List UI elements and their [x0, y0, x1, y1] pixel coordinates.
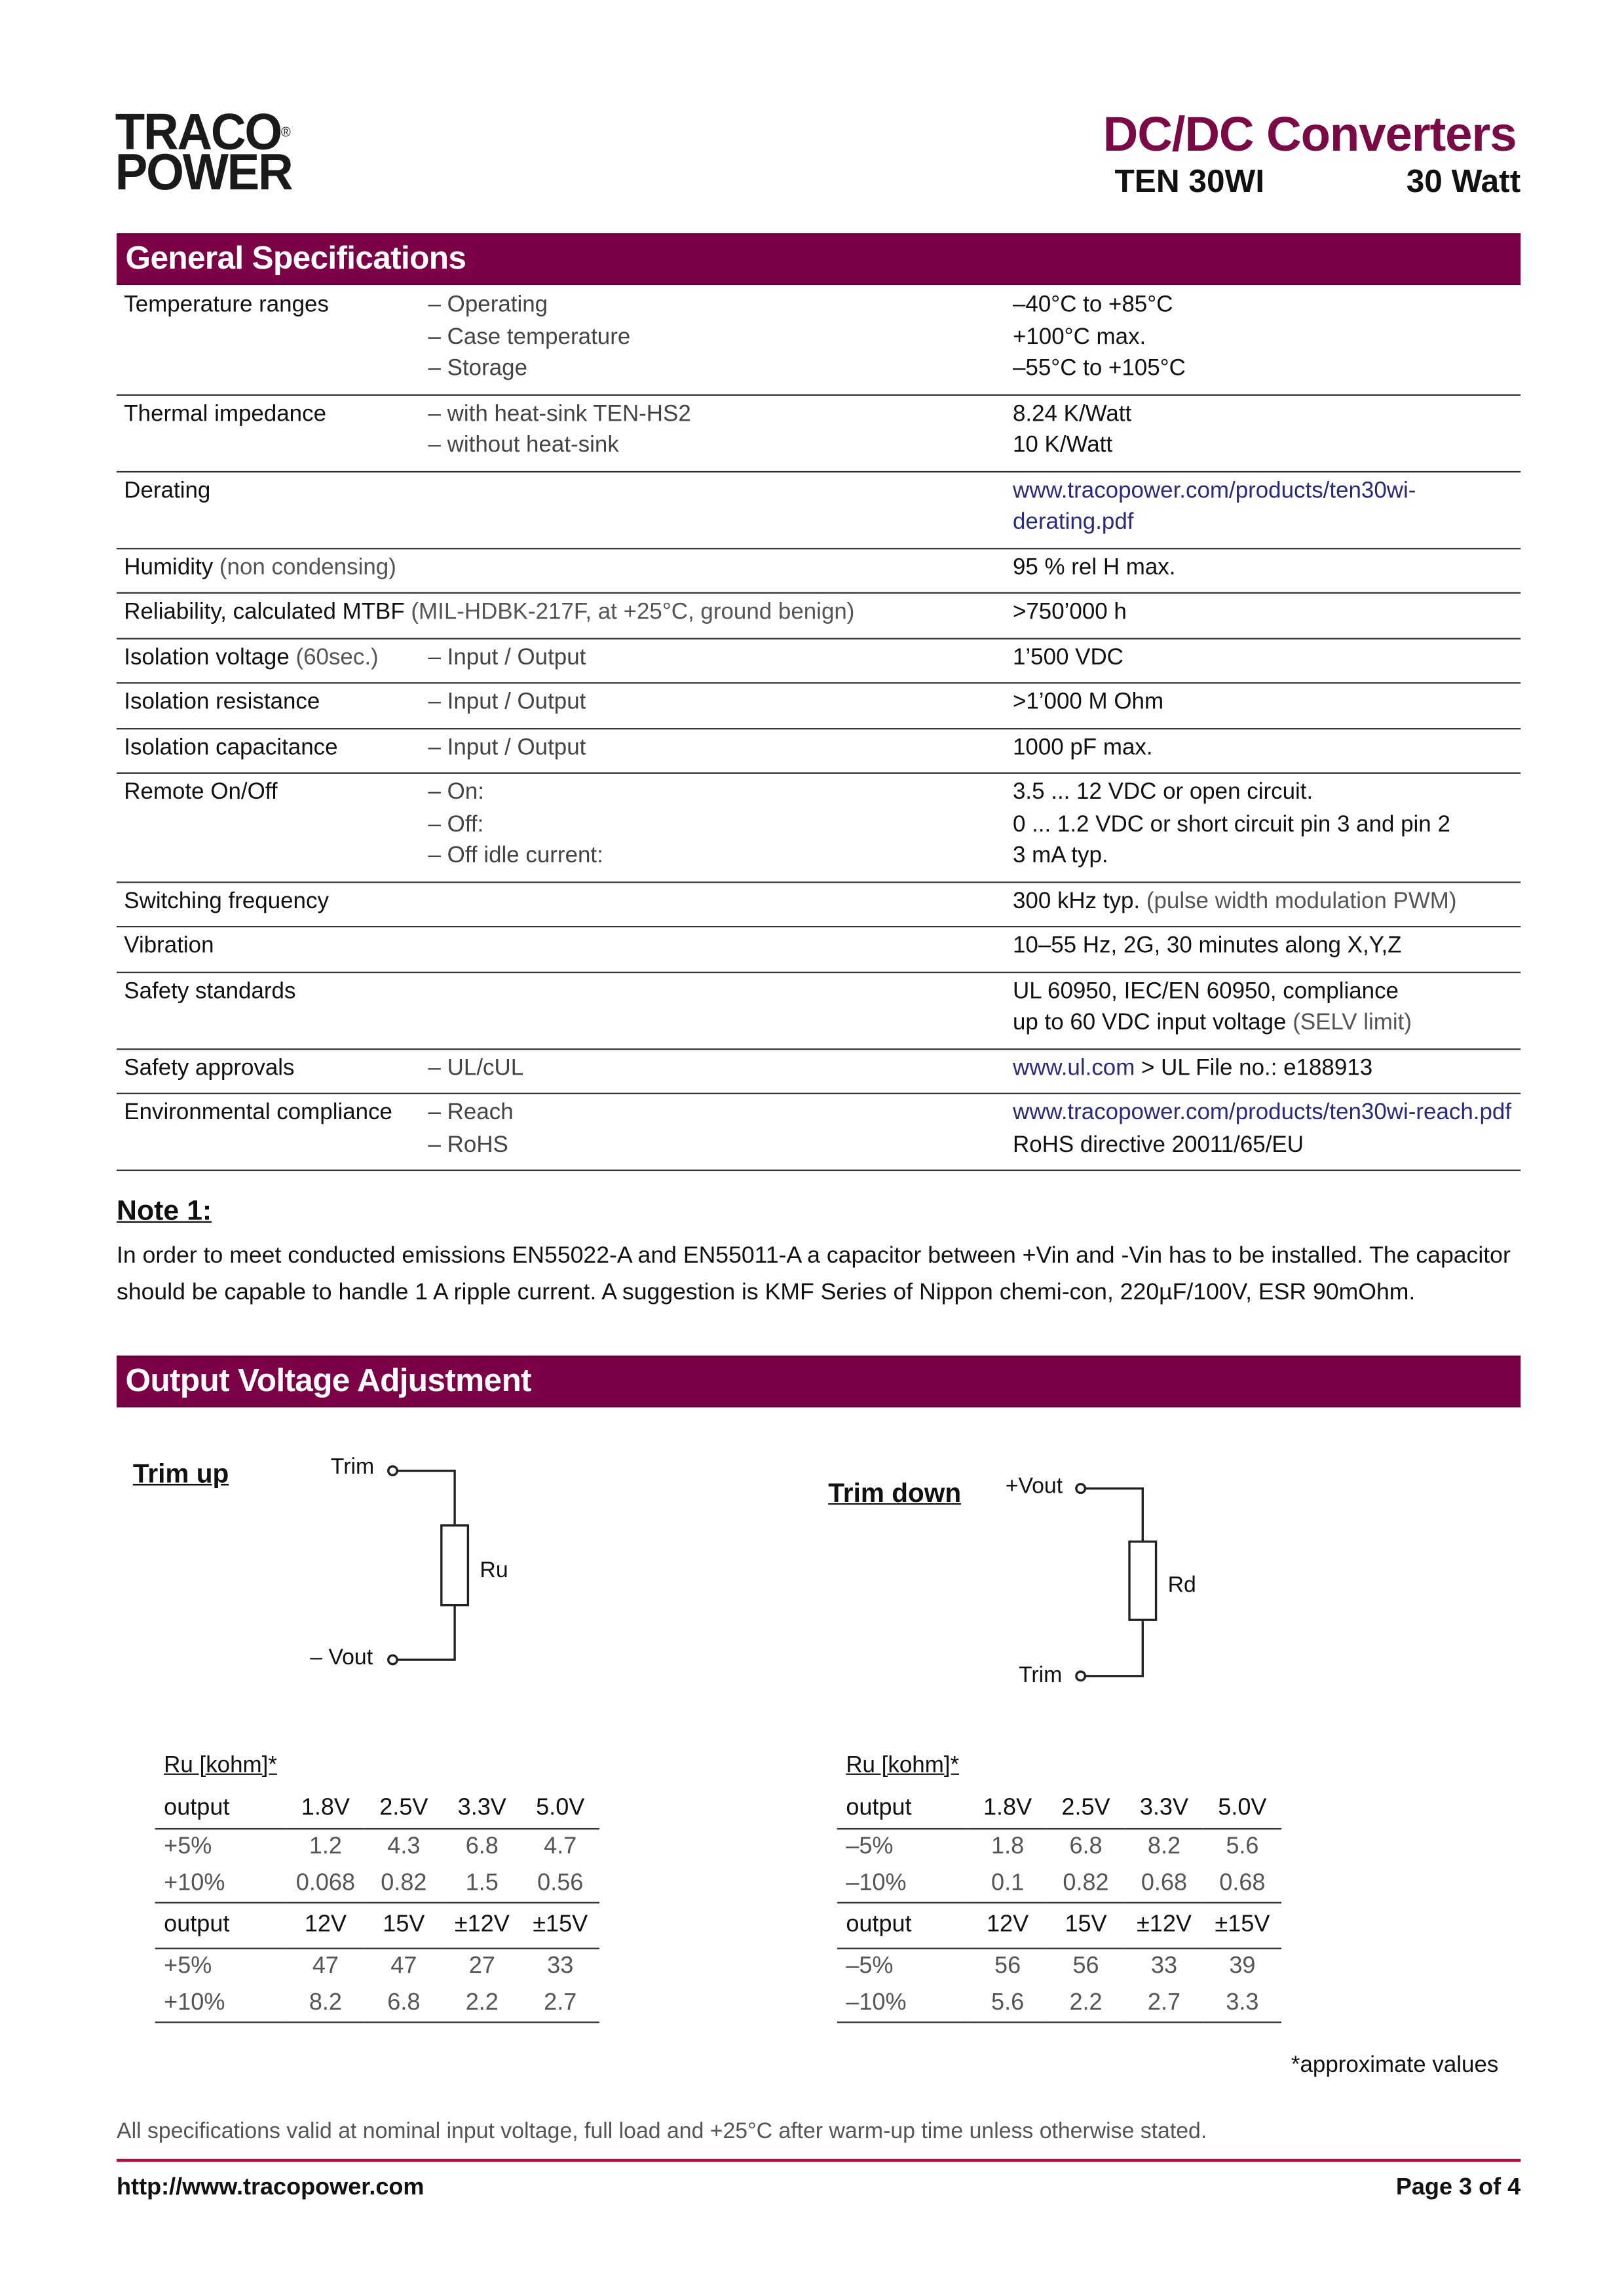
- spec-label-text: Vibration: [124, 933, 214, 959]
- spec-value: –40°C to +85°C: [1012, 292, 1173, 318]
- table-row: [155, 1949, 599, 1985]
- trim-pin-label: Trim: [1018, 1662, 1063, 1688]
- table-cell: 3.3: [1203, 1985, 1281, 2022]
- table-cell: 33: [547, 1954, 574, 1980]
- trim-pin-label: Trim: [330, 1454, 375, 1480]
- vout-terminal-icon: [1076, 1484, 1086, 1493]
- table-row: [837, 1829, 1281, 1866]
- column-header: 1.8V: [968, 1789, 1046, 1829]
- spec-value: > UL File no.: e188913: [1135, 1055, 1373, 1081]
- table-cell: 47: [312, 1954, 339, 1980]
- spec-label-text: Reliability, calculated MTBF: [124, 599, 405, 625]
- spec-label-text: Temperature ranges: [124, 292, 329, 318]
- column-header: 15V: [365, 1903, 443, 1949]
- column-header: 12V: [286, 1903, 364, 1949]
- column-header: output: [155, 1789, 287, 1829]
- spec-link[interactable]: www.tracopower.com/products/ten30wi-derating.pdf: [1012, 478, 1416, 535]
- resistor-table-caption: Ru [kohm]*: [164, 1753, 277, 1778]
- table-cell: 0.68: [1203, 1866, 1281, 1902]
- spec-value: UL 60950, IEC/EN 60950, compliance: [1012, 978, 1399, 1004]
- table-header-row: [837, 1789, 1281, 1829]
- column-header: output: [155, 1903, 287, 1949]
- table-cell: 0.56: [521, 1866, 599, 1902]
- table-cell: 47: [390, 1954, 417, 1980]
- resistor-values-table: [155, 1789, 599, 2023]
- spec-value: 3.5 ... 12 VDC or open circuit.: [1012, 779, 1313, 805]
- column-header: 5.0V: [1203, 1789, 1281, 1829]
- table-row: [837, 1949, 1281, 1985]
- column-header: 15V: [1047, 1903, 1125, 1949]
- spec-label-text: Isolation voltage: [124, 644, 290, 670]
- spec-value: 0 ... 1.2 VDC or short circuit pin 3 and pin 2: [1012, 811, 1450, 837]
- spec-value: >750’000 h: [1012, 599, 1127, 625]
- approximate-values-note: *approximate values: [1291, 2052, 1499, 2078]
- footer-divider: [117, 2159, 1520, 2162]
- validity-note: All specifications valid at nominal input voltage, full load and +25°C after warm-up time unless otherwise stated.: [117, 2118, 1207, 2145]
- spec-value: 8.24 K/Watt: [1012, 400, 1132, 427]
- table-cell: 0.82: [1047, 1866, 1125, 1902]
- power-rating: 30 Watt: [1406, 162, 1521, 200]
- spec-label-text: Safety approvals: [124, 1055, 295, 1081]
- spec-label-text: Isolation capacitance: [124, 735, 338, 760]
- table-cell: 0.1: [968, 1866, 1046, 1902]
- spec-value: RoHS directive 20011/65/EU: [1012, 1132, 1304, 1157]
- table-cell: 0.068: [286, 1866, 364, 1902]
- logo-line2: POWER: [115, 142, 292, 201]
- table-cell: 5.6: [968, 1985, 1046, 2022]
- section-title: General Specifications: [125, 239, 466, 277]
- spec-label-note: (non condensing): [213, 554, 396, 580]
- spec-value: 3 mA typ.: [1012, 843, 1108, 869]
- column-header: ±15V: [1203, 1903, 1281, 1949]
- table-row: [155, 1985, 599, 2022]
- spec-value: –55°C to +105°C: [1012, 356, 1186, 381]
- resistor-table-caption: Ru [kohm]*: [846, 1753, 960, 1778]
- spec-parameter: – Reach: [428, 1100, 514, 1126]
- table-cell: 6.8: [1069, 1834, 1103, 1860]
- spec-label-text: Derating: [124, 478, 211, 503]
- spec-parameter: – Input / Output: [428, 735, 586, 760]
- spec-parameter: – with heat-sink TEN-HS2: [428, 400, 691, 427]
- table-cell: 33: [1150, 1954, 1177, 1980]
- column-header: output: [837, 1789, 969, 1829]
- table-cell: 39: [1229, 1954, 1256, 1980]
- spec-label-text: Switching frequency: [124, 888, 329, 913]
- column-header: 3.3V: [1125, 1789, 1203, 1829]
- spec-label-text: Remote On/Off: [124, 779, 278, 805]
- spec-parameter: – Input / Output: [428, 689, 586, 715]
- table-cell: 0.82: [365, 1866, 443, 1902]
- table-cell: 2.7: [1125, 1985, 1203, 2022]
- table-cell: 56: [1072, 1954, 1099, 1980]
- spec-parameter: – RoHS: [428, 1132, 508, 1157]
- spec-label-note: (60sec.): [289, 644, 379, 670]
- spec-parameter: – Off:: [428, 811, 484, 837]
- table-header-row: [837, 1903, 1281, 1949]
- table-cell: +10%: [155, 1866, 287, 1902]
- table-cell: 56: [994, 1954, 1021, 1980]
- table-row: [155, 1829, 599, 1866]
- column-header: 1.8V: [286, 1789, 364, 1829]
- trim-terminal-icon: [388, 1466, 398, 1476]
- table-cell: 1.8: [991, 1834, 1025, 1860]
- table-cell: –5%: [846, 1834, 894, 1860]
- trim-up-label: Trim up: [132, 1459, 229, 1489]
- table-cell: 8.2: [286, 1985, 364, 2022]
- table-row: [837, 1866, 1281, 1902]
- table-cell: 5.6: [1226, 1834, 1259, 1860]
- table-cell: –5%: [846, 1954, 894, 1980]
- table-cell: +10%: [155, 1985, 287, 2022]
- table-cell: 4.3: [387, 1834, 421, 1860]
- spec-value: +100°C max.: [1012, 324, 1146, 349]
- trim-terminal-icon: [1076, 1672, 1086, 1681]
- note-text: In order to meet conducted emissions EN55022-A and EN55011-A a capacitor between +Vin and -Vin has to be installed. The capacitor should be capable to handle 1 A ripple current. A suggestion is KMF Series of Nippon chemi-con, 220µF/100V, ESR 90mOhm.: [117, 1243, 1511, 1306]
- table-cell: +5%: [164, 1954, 212, 1980]
- table-header-row: [155, 1903, 599, 1949]
- spec-parameter: – Case temperature: [428, 324, 631, 349]
- spec-parameter: – Operating: [428, 292, 548, 318]
- spec-label-note: (MIL-HDBK-217F, at +25°C, ground benign): [404, 599, 855, 625]
- resistor-ru-icon: [442, 1525, 468, 1605]
- spec-parameter: – Off idle current:: [428, 843, 603, 869]
- spec-label-text: Humidity: [124, 554, 214, 580]
- table-cell: –10%: [837, 1866, 969, 1902]
- column-header: 12V: [968, 1903, 1046, 1949]
- column-header: 2.5V: [1047, 1789, 1125, 1829]
- resistor-rd-label: Rd: [1167, 1573, 1196, 1598]
- table-cell: 8.2: [1147, 1834, 1181, 1860]
- spec-link[interactable]: www.ul.com: [1012, 1055, 1135, 1081]
- table-header-row: [155, 1789, 599, 1829]
- table-row: [837, 1985, 1281, 2022]
- table-cell: 4.7: [544, 1834, 577, 1860]
- spec-value: 95 % rel H max.: [1012, 554, 1176, 580]
- spec-value: >1’000 M Ohm: [1012, 689, 1164, 715]
- resistor-rd-icon: [1129, 1542, 1156, 1620]
- logo-line1: TRACO: [115, 102, 281, 160]
- trim-down-label: Trim down: [828, 1478, 962, 1508]
- spec-value: up to 60 VDC input voltage: [1012, 1010, 1293, 1035]
- table-cell: 1.5: [443, 1866, 521, 1902]
- minus-vout-pin-label: – Vout: [310, 1645, 373, 1670]
- model-name: TEN 30WI: [1114, 162, 1265, 200]
- column-header: 5.0V: [521, 1789, 599, 1829]
- table-cell: –10%: [837, 1985, 969, 2022]
- column-header: ±12V: [1125, 1903, 1203, 1949]
- spec-label-text: Thermal impedance: [124, 400, 327, 427]
- table-cell: 2.7: [521, 1985, 599, 2022]
- spec-label-text: Environmental compliance: [124, 1100, 392, 1126]
- spec-value: (SELV limit): [1293, 1010, 1412, 1035]
- spec-label-text: Isolation resistance: [124, 689, 320, 715]
- column-header: 2.5V: [365, 1789, 443, 1829]
- table-cell: 27: [468, 1954, 495, 1980]
- table-cell: 2.2: [443, 1985, 521, 2022]
- table-row: [155, 1866, 599, 1902]
- table-cell: +5%: [164, 1834, 212, 1860]
- table-cell: 6.8: [365, 1985, 443, 2022]
- vout-terminal-icon: [388, 1655, 398, 1664]
- spec-parameter: – UL/cUL: [428, 1055, 524, 1081]
- section-title: Output Voltage Adjustment: [125, 1361, 531, 1399]
- page-title: DC/DC Converters: [1103, 106, 1517, 161]
- spec-parameter: – Input / Output: [428, 644, 586, 670]
- plus-vout-pin-label: +Vout: [1005, 1474, 1063, 1499]
- spec-link[interactable]: www.tracopower.com/products/ten30wi-reach.pdf: [1012, 1100, 1512, 1126]
- spec-value: 1’500 VDC: [1012, 644, 1124, 670]
- spec-parameter: – without heat-sink: [428, 432, 619, 458]
- spec-value: 300 kHz typ.: [1012, 888, 1146, 913]
- spec-parameter: – On:: [428, 779, 485, 805]
- column-header: ±12V: [443, 1903, 521, 1949]
- table-cell: 0.68: [1125, 1866, 1203, 1902]
- registered-mark: ®: [280, 124, 290, 140]
- spec-value: (pulse width modulation PWM): [1146, 888, 1457, 913]
- table-cell: 1.2: [309, 1834, 342, 1860]
- table-cell: 6.8: [465, 1834, 499, 1860]
- column-header: ±15V: [521, 1903, 599, 1949]
- resistor-ru-label: Ru: [480, 1558, 508, 1583]
- note-heading: Note 1:: [117, 1196, 212, 1227]
- spec-value: 10 K/Watt: [1012, 432, 1113, 458]
- spec-label-text: Safety standards: [124, 978, 296, 1004]
- spec-value: 1000 pF max.: [1012, 735, 1153, 760]
- spec-value: 10–55 Hz, 2G, 30 minutes along X,Y,Z: [1012, 933, 1402, 959]
- spec-parameter: – Storage: [428, 356, 528, 381]
- column-header: output: [837, 1903, 969, 1949]
- page-number: Page 3 of 4: [1395, 2175, 1521, 2200]
- column-header: 3.3V: [443, 1789, 521, 1829]
- footer-url-link[interactable]: http://www.tracopower.com: [117, 2175, 425, 2200]
- table-cell: 2.2: [1047, 1985, 1125, 2022]
- resistor-values-table: [837, 1789, 1281, 2023]
